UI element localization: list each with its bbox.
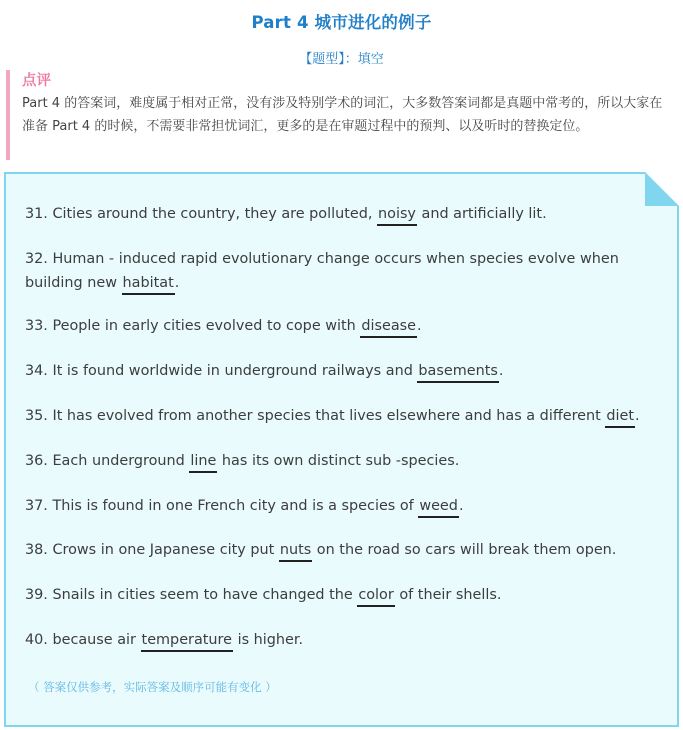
comment-body: Part 4 的答案词，难度属于相对正常，没有涉及特别学术的词汇，大多数答案词都是真题中常考的，所以大家在准备 Part 4 的时候，不需要非常担忧词汇，更多的是在审题过程中的预判、以及听时的替换定位。 xyxy=(22,96,663,134)
question-31 xyxy=(25,203,655,227)
question-39 xyxy=(25,584,655,608)
question-text: 37. This is found in one French city and is a species of xyxy=(25,498,419,514)
answer-word: temperature xyxy=(141,631,233,652)
page-title: Part 4 城市进化的例子 xyxy=(251,13,432,32)
question-text: has its own distinct sub -species. xyxy=(217,453,460,469)
question-text: . xyxy=(417,318,422,334)
answer-word: weed xyxy=(418,497,459,518)
answers-box xyxy=(4,172,679,727)
answer-word: nuts xyxy=(279,541,312,562)
question-text: 34. It is found worldwide in underground railways and xyxy=(25,363,418,379)
question-text: and artificially lit. xyxy=(416,206,547,222)
question-text: . xyxy=(498,363,504,379)
question-text: 38. Crows in one Japanese city put xyxy=(25,542,279,558)
question-34 xyxy=(25,360,655,384)
question-text: . xyxy=(635,408,640,424)
question-text: on the road so cars will break them open. xyxy=(312,542,617,558)
answer-word: line xyxy=(189,452,217,473)
answer-word: basements xyxy=(417,362,498,383)
question-text: 36. Each underground xyxy=(25,453,190,469)
comment-label: 点评 xyxy=(22,73,51,89)
folded-corner-icon xyxy=(645,172,679,206)
question-text: . xyxy=(458,498,464,514)
disclaimer-note: （ 答案仅供参考，实际答案及顺序可能有变化 ） xyxy=(28,680,277,694)
question-40 xyxy=(25,629,655,653)
question-37 xyxy=(25,495,655,519)
question-text: is higher. xyxy=(233,632,304,648)
question-36 xyxy=(25,450,655,474)
answer-word: noisy xyxy=(377,205,417,226)
answer-word: disease xyxy=(360,317,417,338)
question-38 xyxy=(25,539,655,563)
question-text: 32. Human - induced rapid evolutionary change occurs when species evolve when building new xyxy=(25,251,619,291)
answer-word: diet xyxy=(605,407,635,428)
question-text: 31. Cities around the country, they are polluted, xyxy=(25,206,378,222)
answer-word: habitat xyxy=(122,274,175,295)
question-text: . xyxy=(174,274,180,291)
question-32 xyxy=(25,248,655,295)
question-text: of their shells. xyxy=(394,587,502,603)
question-text: 33. People in early cities evolved to cope with xyxy=(25,318,361,334)
answer-word: color xyxy=(357,586,394,607)
question-35 xyxy=(25,405,655,429)
question-text: 40. because air xyxy=(25,632,141,648)
question-text: 39. Snails in cities seem to have changed the xyxy=(25,587,358,603)
question-33 xyxy=(25,315,655,339)
question-text: 35. It has evolved from another species that lives elsewhere and has a different xyxy=(25,408,606,424)
question-type-label: 【题型】：填空 xyxy=(299,52,384,67)
comment-section xyxy=(6,70,674,160)
